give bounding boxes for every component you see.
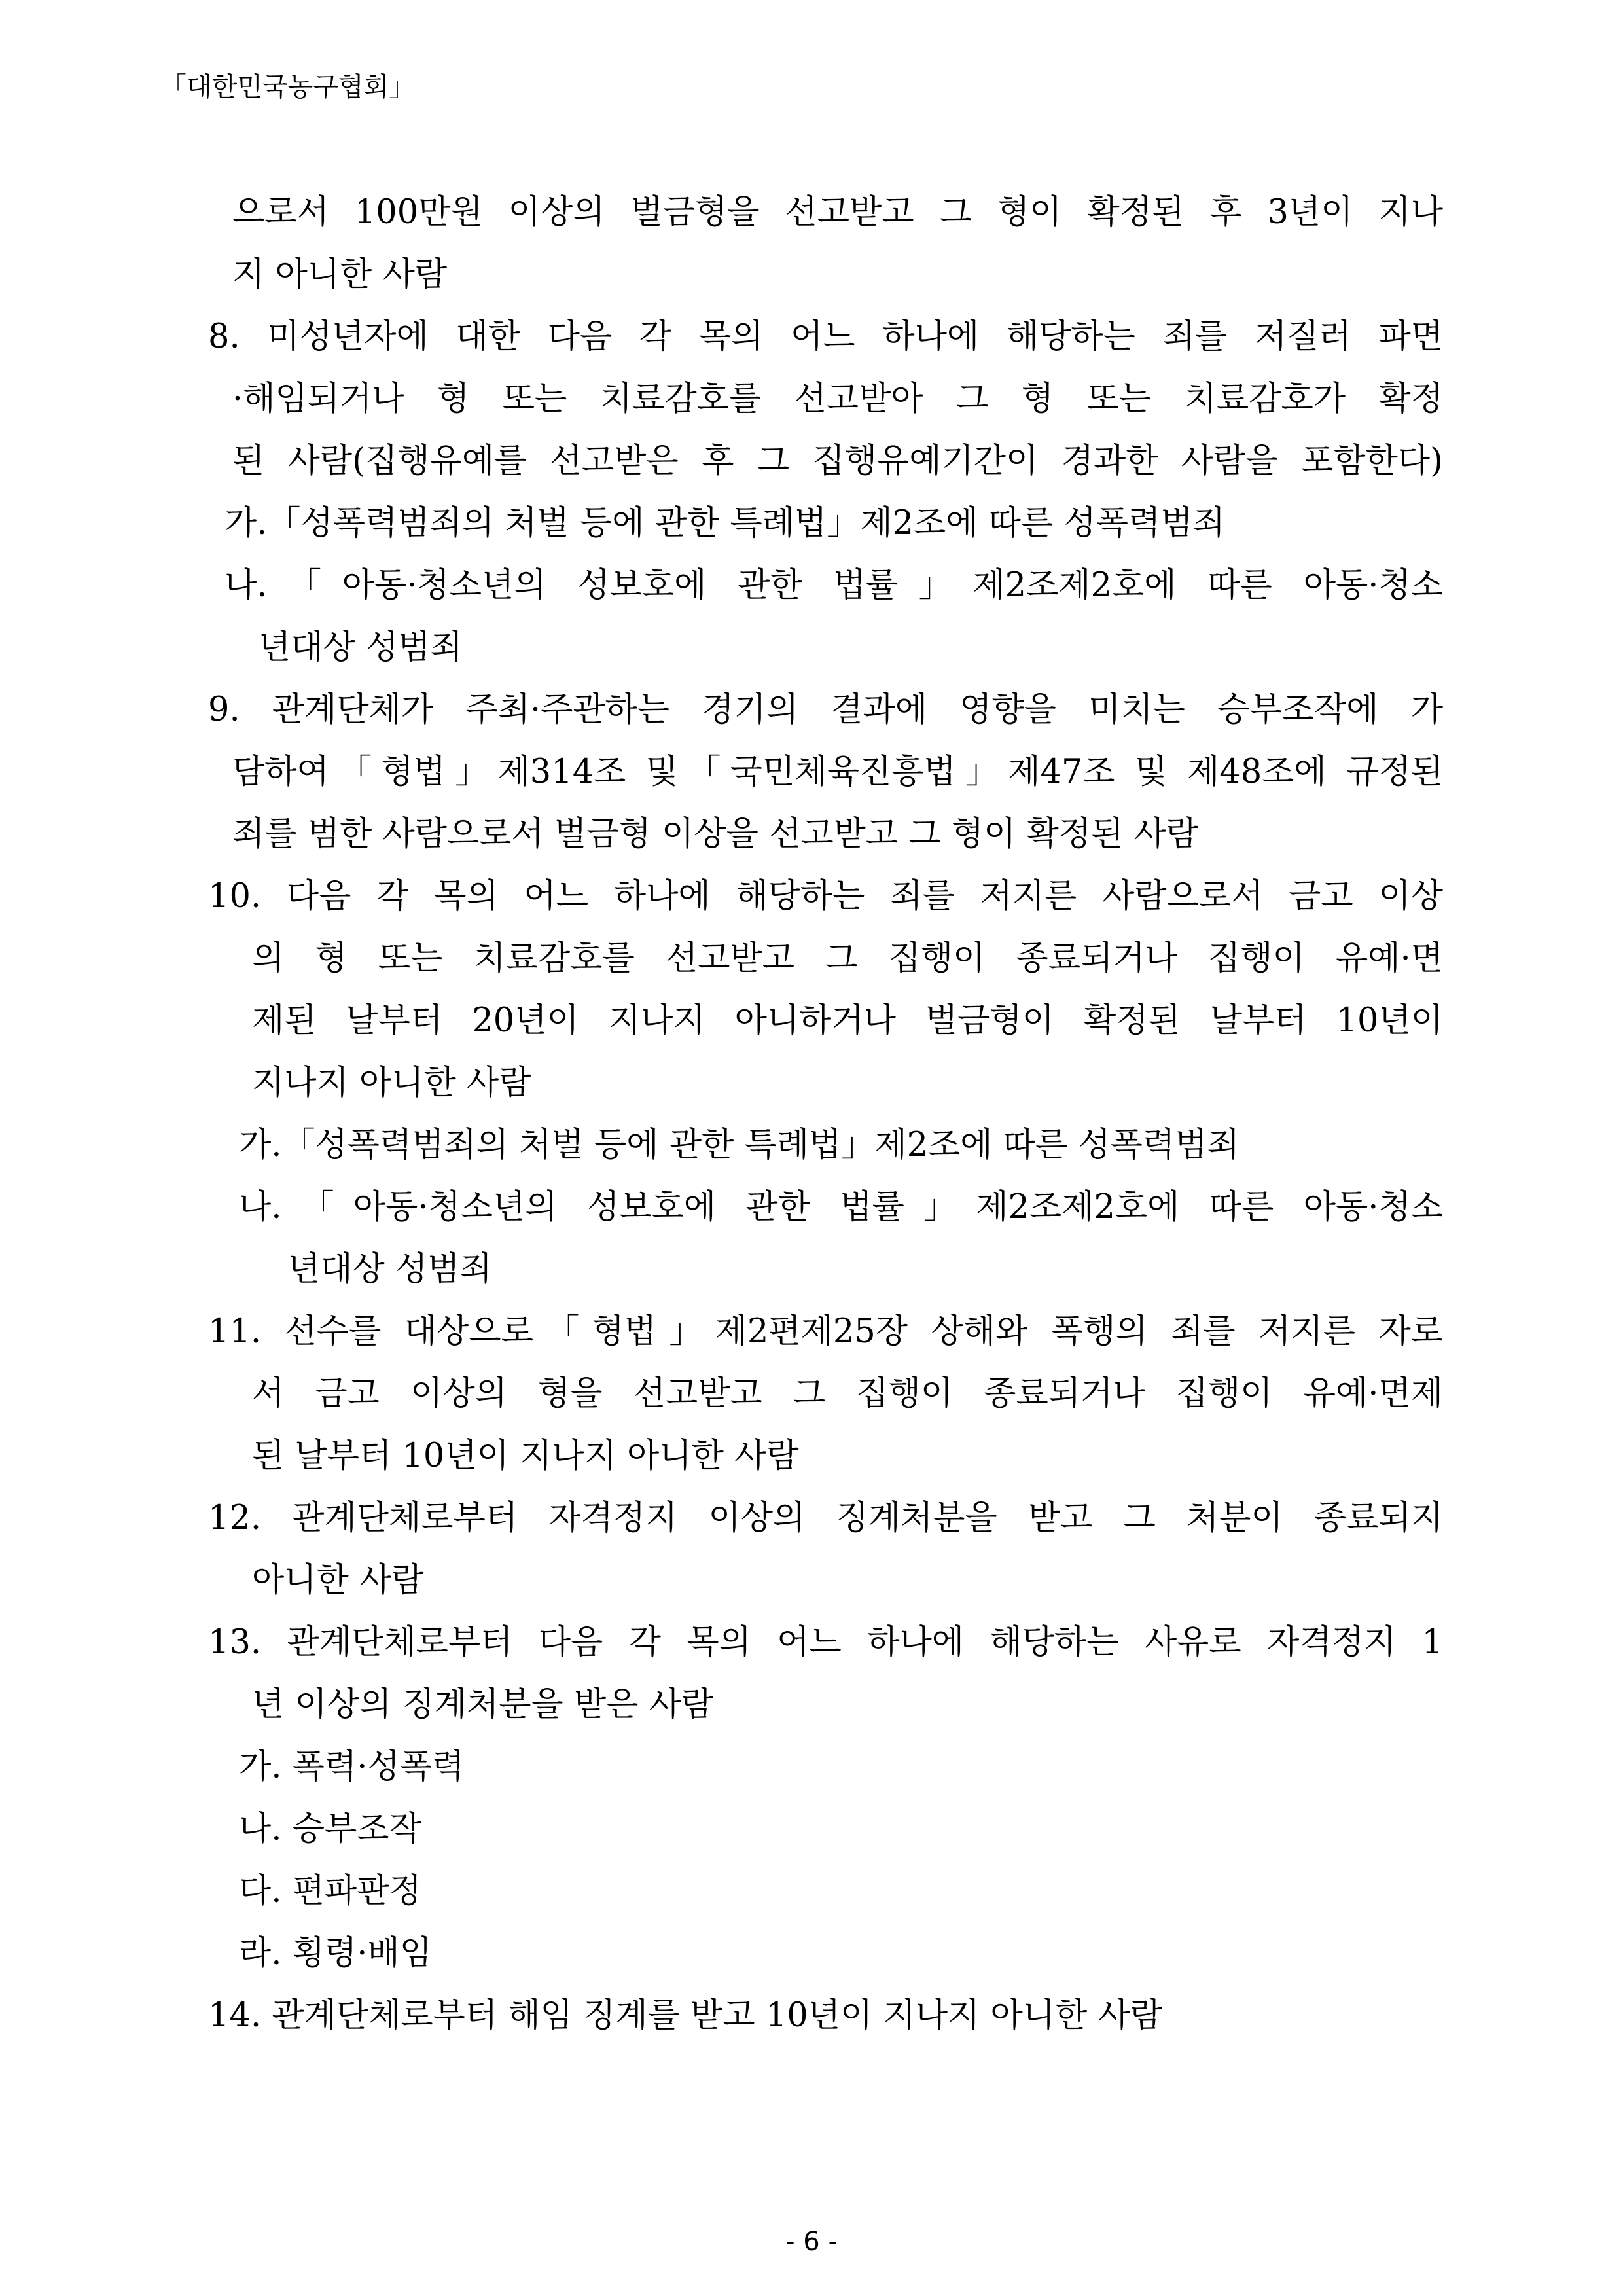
page-number: - 6 -	[785, 2227, 838, 2257]
body-line: 년대상 성범죄	[259, 628, 463, 667]
list-item-11: 11. 선수를 대상으로「형법」제2편제25장 상해와 폭행의 죄를 저지른 자로	[208, 1312, 1443, 1351]
body-line: 죄를 범한 사람으로서 벌금형 이상을 선고받고 그 형이 확정된 사람	[232, 815, 1199, 853]
body-line: 제된 날부터 20년이 지나지 아니하거나 벌금형이 확정된 날부터 10년이	[252, 1001, 1443, 1040]
list-item-12: 12. 관계단체로부터 자격정지 이상의 징계처분을 받고 그 처분이 종료되지	[208, 1499, 1443, 1537]
sub-item-ra: 라. 횡령·배임	[239, 1934, 432, 1973]
document-header-org: 「대한민국농구협회」	[160, 72, 416, 102]
sub-item-na: 나.「아동·청소년의 성보호에 관한 법률」제2조제2호에 따른 아동·청소	[239, 1188, 1443, 1227]
body-line: 지 아니한 사람	[232, 255, 448, 294]
body-line: 으로서 100만원 이상의 벌금형을 선고받고 그 형이 확정된 후 3년이 지나	[232, 193, 1443, 232]
body-line: 지나지 아니한 사람	[252, 1064, 531, 1102]
list-item-10: 10. 다음 각 목의 어느 하나에 해당하는 죄를 저지른 사람으로서 금고 이상	[208, 877, 1443, 916]
body-line: 의 형 또는 치료감호를 선고받고 그 집행이 종료되거나 집행이 유예·면	[252, 939, 1443, 978]
body-line: ·해임되거나 형 또는 치료감호를 선고받아 그 형 또는 치료감호가 확정	[232, 380, 1443, 418]
list-item-9: 9. 관계단체가 주최·주관하는 경기의 결과에 영향을 미치는 승부조작에 가	[208, 691, 1443, 729]
sub-item-da: 다. 편파판정	[239, 1872, 421, 1910]
body-line: 서 금고 이상의 형을 선고받고 그 집행이 종료되거나 집행이 유예·면제	[252, 1374, 1443, 1413]
sub-item-na: 나.「아동·청소년의 성보호에 관한 법률」제2조제2호에 따른 아동·청소	[224, 566, 1443, 605]
body-line: 년대상 성범죄	[288, 1250, 492, 1289]
sub-item-na: 나. 승부조작	[239, 1810, 421, 1848]
list-item-8: 8. 미성년자에 대한 다음 각 목의 어느 하나에 해당하는 죄를 저질러 파면	[208, 317, 1443, 356]
body-line: 된 사람(집행유예를 선고받은 후 그 집행유예기간이 경과한 사람을 포함한다)	[232, 442, 1443, 480]
list-item-14: 14. 관계단체로부터 해임 징계를 받고 10년이 지나지 아니한 사람	[208, 1996, 1163, 2035]
body-line: 된 날부터 10년이 지나지 아니한 사람	[252, 1437, 799, 1475]
sub-item-ga: 가.「성폭력범죄의 처벌 등에 관한 특례법」제2조에 따른 성폭력범죄	[224, 504, 1225, 543]
list-item-13: 13. 관계단체로부터 다음 각 목의 어느 하나에 해당하는 사유로 자격정지 1	[208, 1623, 1443, 1662]
body-line: 년 이상의 징계처분을 받은 사람	[252, 1685, 714, 1724]
sub-item-ga: 가.「성폭력범죄의 처벌 등에 관한 특례법」제2조에 따른 성폭력범죄	[239, 1126, 1240, 1164]
body-line: 아니한 사람	[252, 1561, 424, 1600]
body-line: 담하여「형법」제314조 및「국민체육진흥법」제47조 및 제48조에 규정된	[232, 753, 1443, 791]
sub-item-ga: 가. 폭력·성폭력	[239, 1748, 465, 1786]
